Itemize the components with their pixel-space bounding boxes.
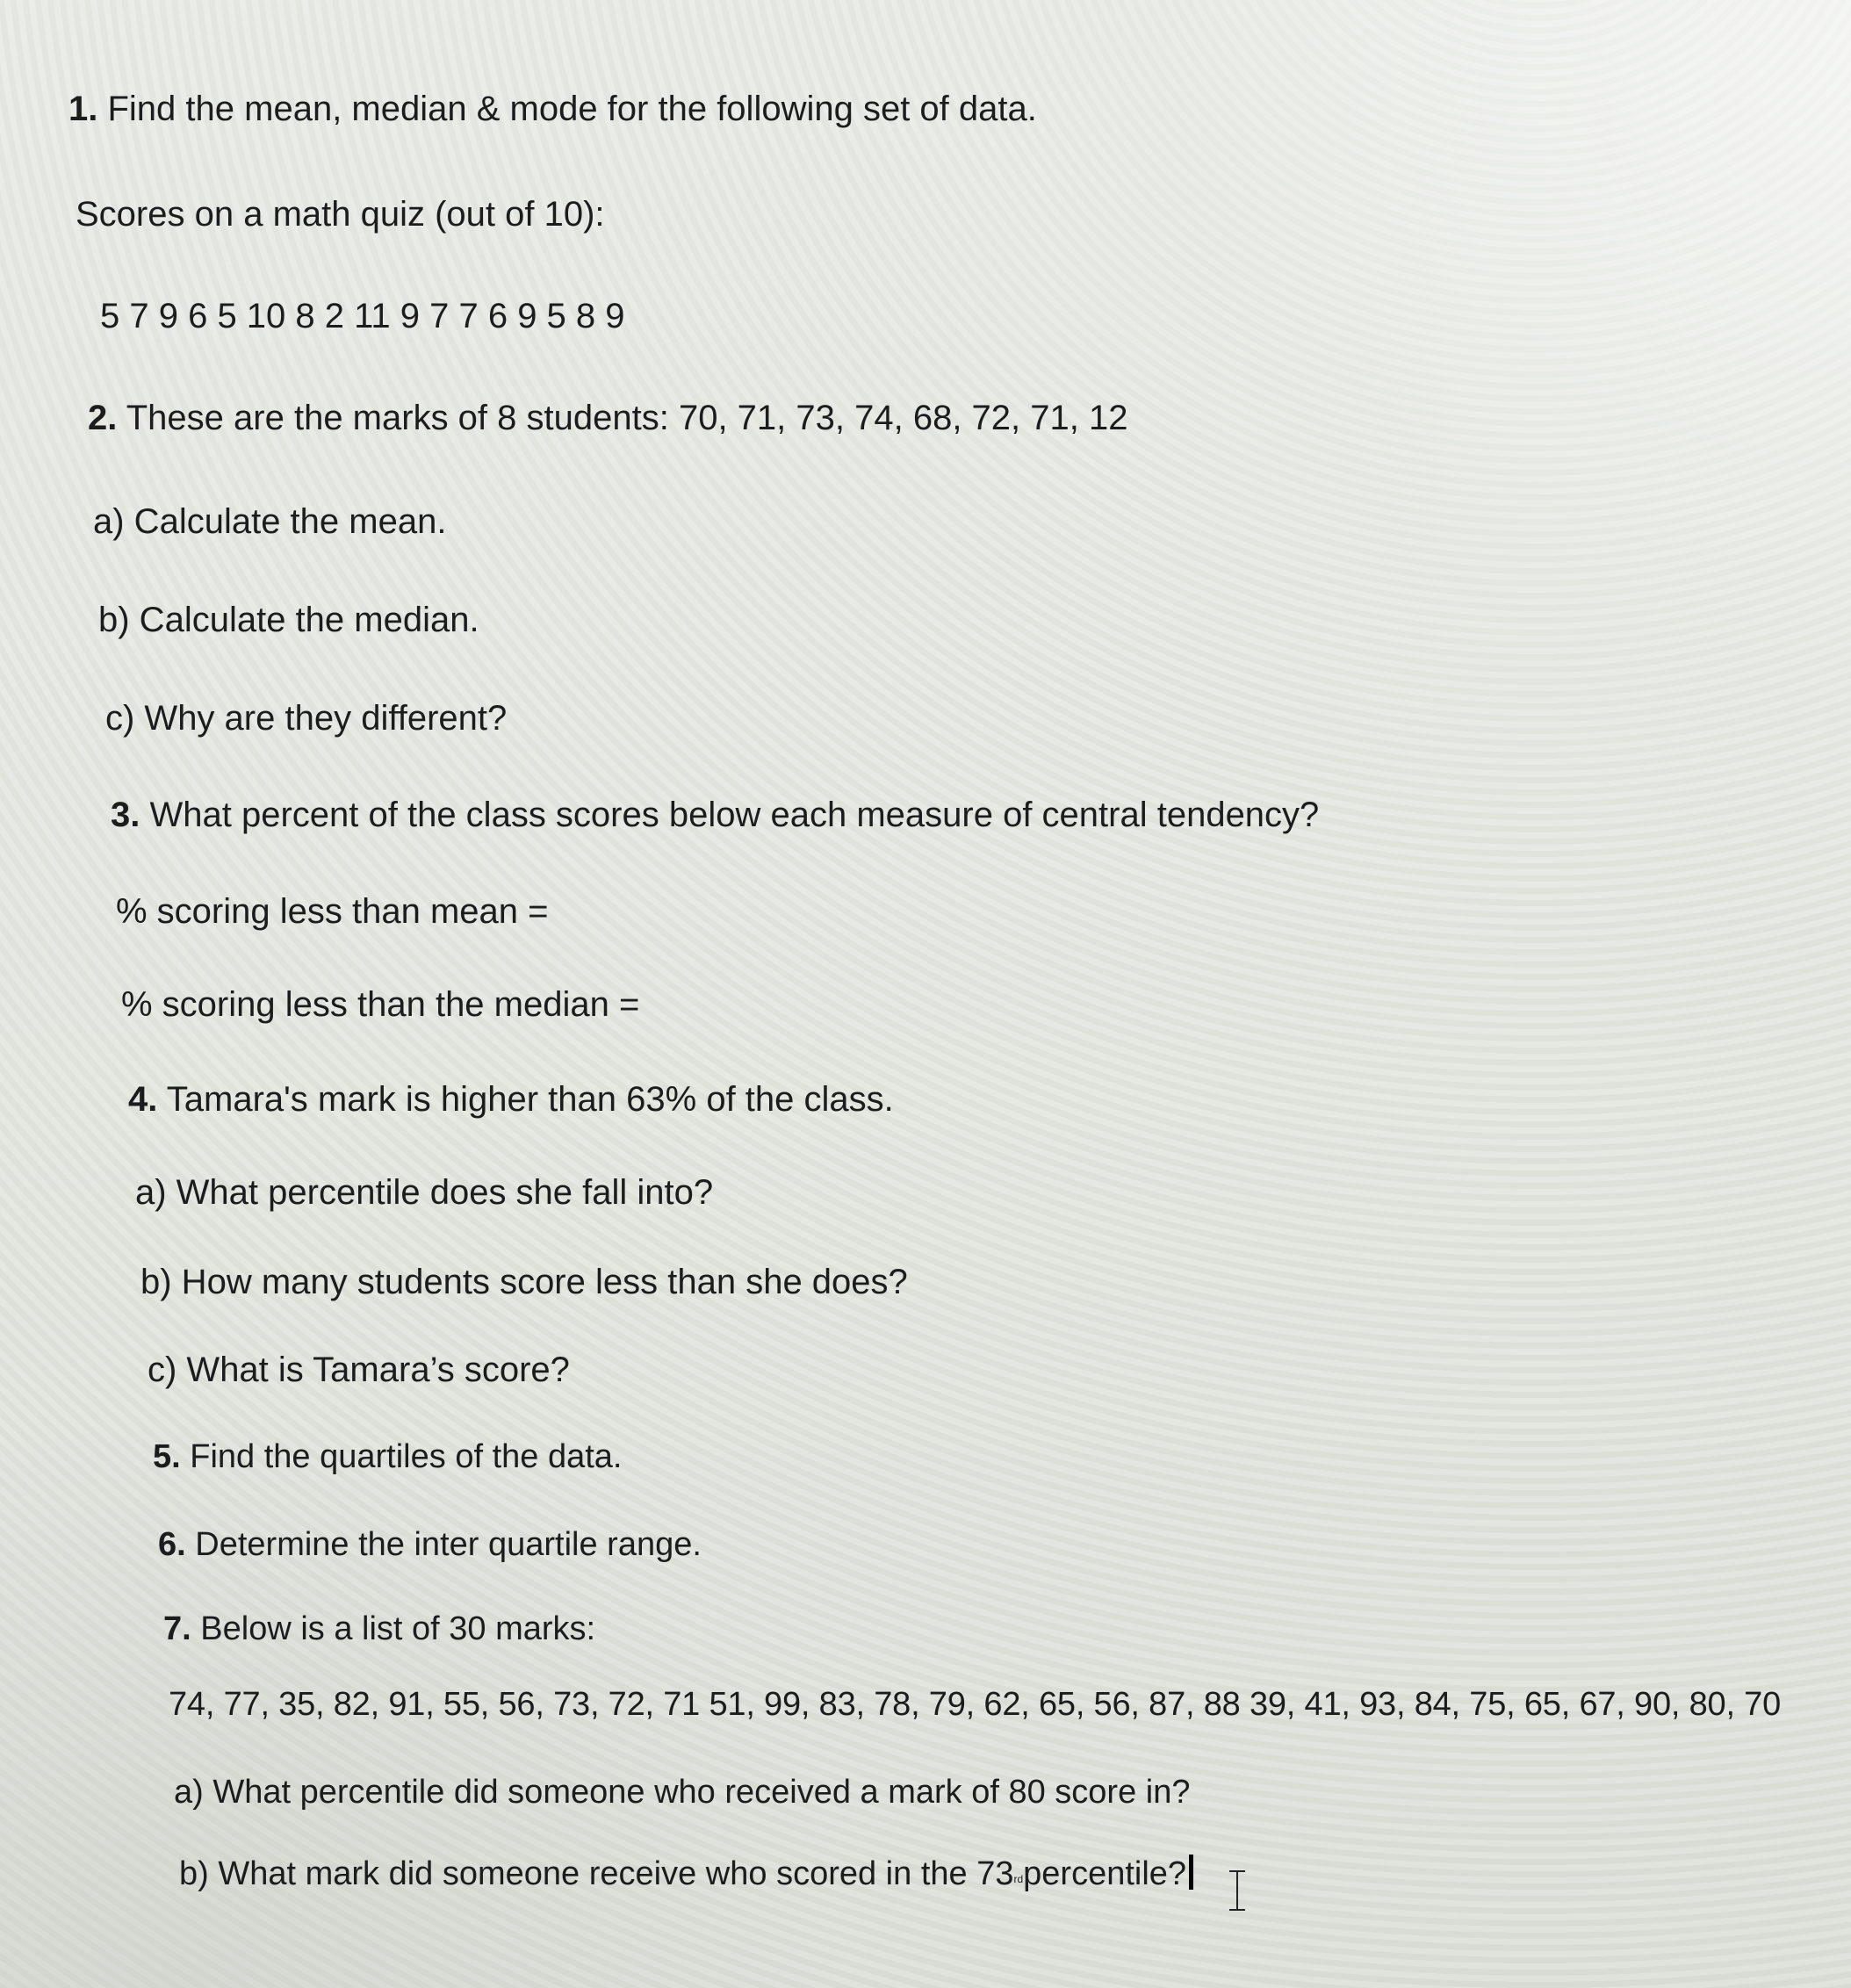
text-cursor-ibeam-icon [1226, 1869, 1249, 1914]
question-text: Find the mean, median & mode for the following set of data. [107, 90, 1037, 128]
question-number: 5. [153, 1438, 181, 1475]
question-4-part-a: a) What percentile does she fall into? [135, 1173, 714, 1212]
question-text: Tamara's mark is higher than 63% of the class. [166, 1080, 894, 1119]
question-text: Determine the inter quartile range. [195, 1526, 702, 1563]
question-4-part-b: b) How many students score less than she does? [140, 1263, 908, 1301]
question-1 [68, 90, 1037, 129]
question-number: 1. [68, 90, 98, 128]
question-4-part-c: c) What is Tamara’s score? [148, 1351, 570, 1389]
question-2-part-c: c) Why are they different? [105, 699, 508, 738]
question-text: Find the quartiles of the data. [190, 1438, 623, 1475]
question-1-data: 5 7 9 6 5 10 8 2 11 9 7 7 6 9 5 8 9 [100, 297, 625, 335]
question-7-part-a: a) What percentile did someone who received a mark of 80 score in? [174, 1774, 1191, 1811]
question-2 [88, 399, 1127, 438]
ordinal-suffix: rd [1013, 1873, 1024, 1885]
question-6 [158, 1526, 702, 1564]
text-caret [1189, 1855, 1193, 1890]
question-4 [128, 1080, 894, 1120]
question-2-part-b: b) Calculate the median. [98, 601, 479, 639]
question-number: 2. [88, 399, 118, 437]
question-7-part-b-text: b) What mark did someone receive who scored in the 73 [179, 1855, 1014, 1892]
question-2-part-a: a) Calculate the mean. [93, 502, 447, 541]
question-number: 6. [158, 1526, 186, 1563]
question-number: 7. [163, 1610, 191, 1647]
question-text: What percent of the class scores below each measure of central tendency? [149, 796, 1320, 834]
question-7-part-b[interactable] [179, 1855, 1193, 1893]
question-text: Below is a list of 30 marks: [200, 1610, 596, 1647]
question-1-intro: Scores on a math quiz (out of 10): [76, 195, 605, 234]
question-text: These are the marks of 8 students: 70, 71, 73, 74, 68, 72, 71, 12 [126, 399, 1128, 437]
question-3-mean-blank: % scoring less than mean = [116, 892, 549, 931]
question-7-data: 74, 77, 35, 82, 91, 55, 56, 73, 72, 71 51, 99, 83, 78, 79, 62, 65, 56, 87, 88 39, 41, 93, 84, 75, 65, 67, 90, 80, 70 [169, 1686, 1782, 1723]
question-7 [163, 1610, 595, 1648]
question-number: 3. [111, 796, 140, 834]
question-3 [111, 796, 1319, 835]
question-number: 4. [128, 1080, 158, 1119]
question-7-part-b-end: percentile? [1023, 1855, 1187, 1892]
question-5 [153, 1438, 622, 1476]
question-3-median-blank: % scoring less than the median = [121, 985, 640, 1024]
